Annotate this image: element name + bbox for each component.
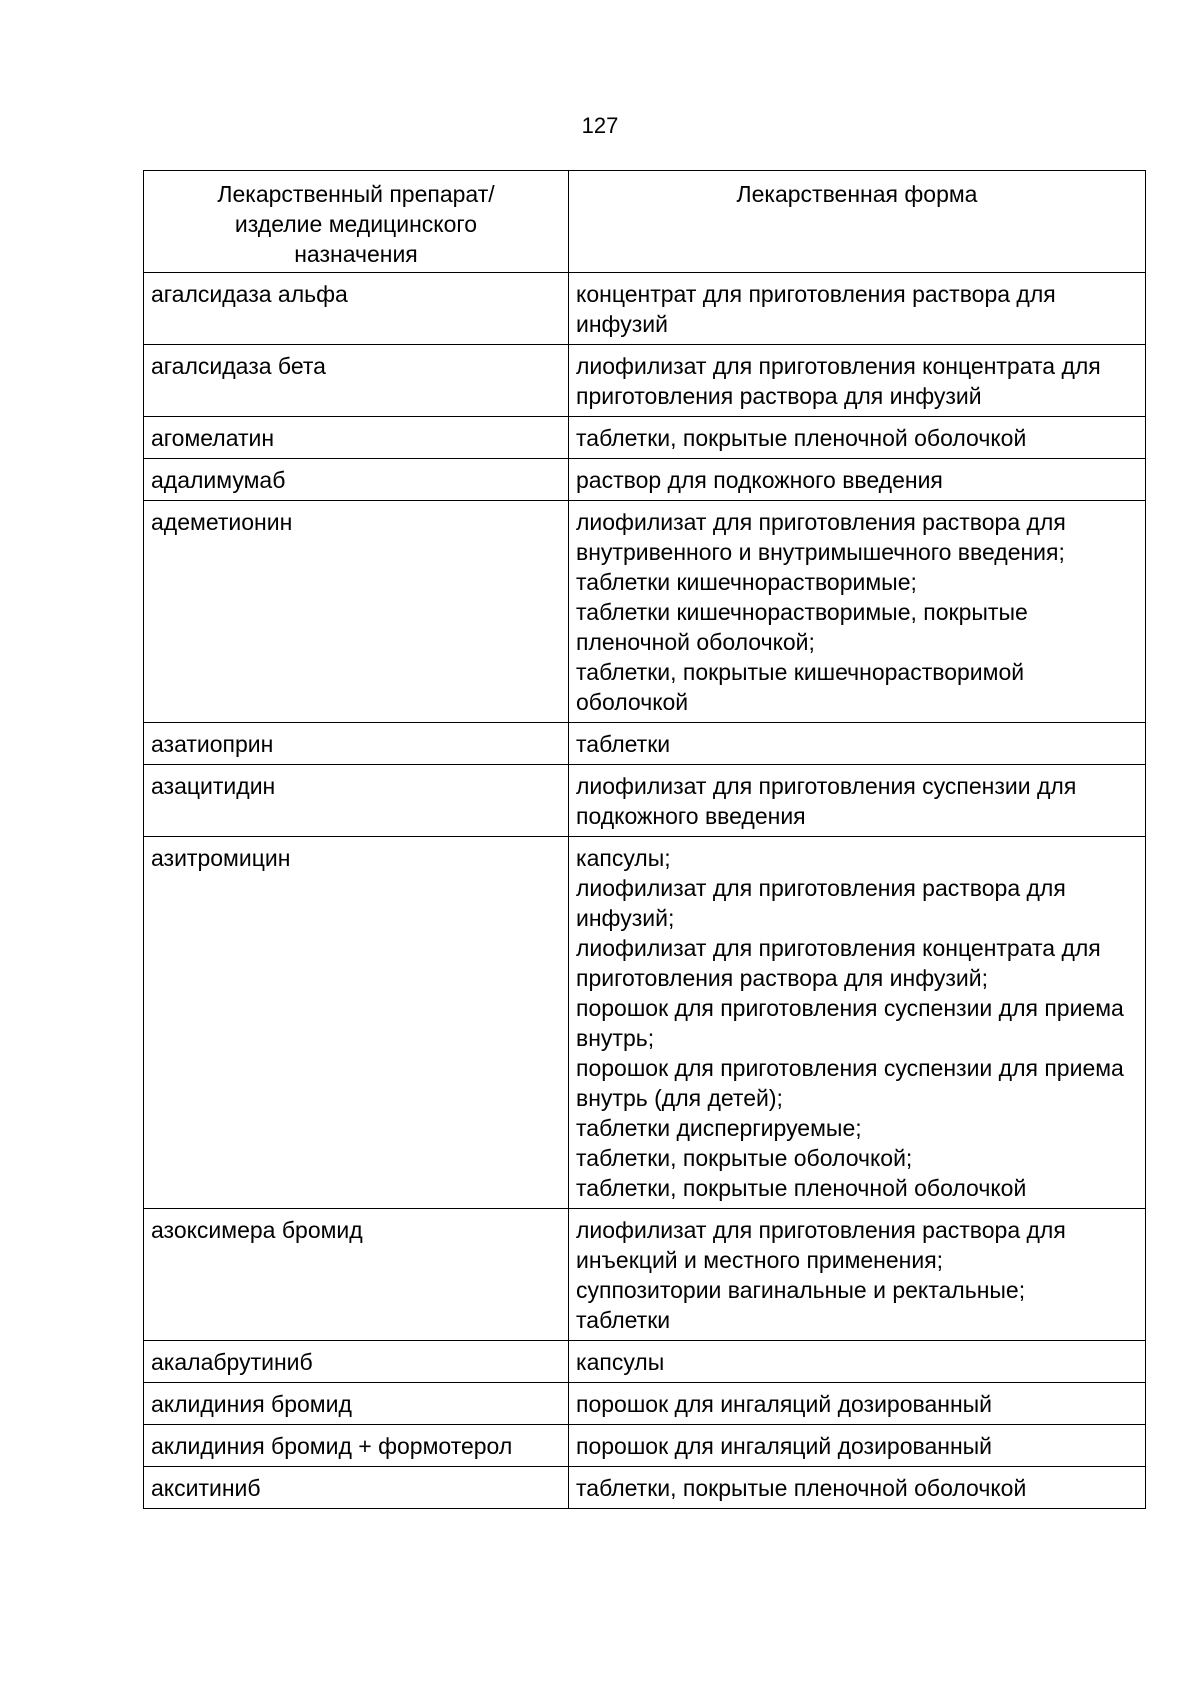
dosage-form-line: таблетки bbox=[576, 731, 671, 757]
dosage-form-line: порошок для ингаляций дозированный bbox=[576, 1391, 993, 1417]
header-drug-name-line: Лекарственный препарат/ bbox=[217, 181, 495, 207]
dosage-form-line: лиофилизат для приготовления раствора для инъекций и местного применения; bbox=[576, 1217, 1066, 1273]
dosage-form-line: таблетки, покрытые пленочной оболочкой bbox=[576, 425, 1027, 451]
drug-name-cell: адалимумаб bbox=[144, 459, 569, 501]
dosage-form-line: лиофилизат для приготовления раствора для внутривенного и внутримышечного введения; bbox=[576, 509, 1066, 565]
drug-name-cell: адеметионин bbox=[144, 501, 569, 723]
dosage-form-cell bbox=[569, 723, 1146, 765]
dosage-form-line: капсулы bbox=[576, 1349, 665, 1375]
table-row bbox=[144, 1383, 1146, 1425]
dosage-form-line: концентрат для приготовления раствора для инфузий bbox=[576, 281, 1056, 337]
table-row bbox=[144, 1209, 1146, 1341]
dosage-form-cell bbox=[569, 1209, 1146, 1341]
dosage-form-line: таблетки кишечнорастворимые, покрытые пленочной оболочкой; bbox=[576, 599, 1028, 655]
dosage-form-line: порошок для приготовления суспензии для приема внутрь (для детей); bbox=[576, 1055, 1124, 1111]
table-row bbox=[144, 837, 1146, 1209]
drug-forms-table bbox=[143, 170, 1146, 1509]
dosage-form-line: таблетки диспергируемые; bbox=[576, 1115, 862, 1141]
table-row bbox=[144, 417, 1146, 459]
drug-name-cell: агомелатин bbox=[144, 417, 569, 459]
table-row bbox=[144, 1341, 1146, 1383]
dosage-form-cell bbox=[569, 501, 1146, 723]
drug-name-cell: азоксимера бромид bbox=[144, 1209, 569, 1341]
drug-name-cell: акалабрутиниб bbox=[144, 1341, 569, 1383]
page-number: 127 bbox=[581, 113, 619, 138]
table-row bbox=[144, 765, 1146, 837]
drug-name-cell: агалсидаза альфа bbox=[144, 273, 569, 345]
table-row bbox=[144, 723, 1146, 765]
table-row bbox=[144, 1425, 1146, 1467]
dosage-form-cell bbox=[569, 1467, 1146, 1509]
dosage-form-cell bbox=[569, 765, 1146, 837]
dosage-form-line: порошок для ингаляций дозированный bbox=[576, 1433, 993, 1459]
table-row bbox=[144, 1467, 1146, 1509]
table-body bbox=[144, 273, 1146, 1509]
dosage-form-cell bbox=[569, 837, 1146, 1209]
dosage-form-line: таблетки, покрытые пленочной оболочкой bbox=[576, 1475, 1027, 1501]
drug-name-cell: аклидиния бромид + формотерол bbox=[144, 1425, 569, 1467]
dosage-form-cell bbox=[569, 1383, 1146, 1425]
dosage-form-line: суппозитории вагинальные и ректальные; bbox=[576, 1277, 1026, 1303]
table-row bbox=[144, 501, 1146, 723]
dosage-form-cell bbox=[569, 459, 1146, 501]
drug-name-cell: акситиниб bbox=[144, 1467, 569, 1509]
header-drug-name-line: назначения bbox=[294, 241, 418, 267]
dosage-form-line: порошок для приготовления суспензии для приема внутрь; bbox=[576, 995, 1124, 1051]
drug-name-cell: аклидиния бромид bbox=[144, 1383, 569, 1425]
table-row bbox=[144, 345, 1146, 417]
header-drug-name-line: изделие медицинского bbox=[234, 211, 478, 237]
dosage-form-line: раствор для подкожного введения bbox=[576, 467, 943, 493]
drug-name-cell: азацитидин bbox=[144, 765, 569, 837]
dosage-form-line: таблетки, покрытые пленочной оболочкой bbox=[576, 1175, 1027, 1201]
dosage-form-cell bbox=[569, 417, 1146, 459]
dosage-form-line: лиофилизат для приготовления раствора для инфузий; bbox=[576, 875, 1066, 931]
dosage-form-line: лиофилизат для приготовления концентрата для приготовления раствора для инфузий; bbox=[576, 935, 1101, 991]
dosage-form-line: лиофилизат для приготовления суспензии для подкожного введения bbox=[576, 773, 1077, 829]
dosage-form-cell bbox=[569, 345, 1146, 417]
header-dosage-form: Лекарственная форма bbox=[569, 171, 1146, 273]
dosage-form-line: таблетки кишечнорастворимые; bbox=[576, 569, 917, 595]
dosage-form-line: лиофилизат для приготовления концентрата для приготовления раствора для инфузий bbox=[576, 353, 1101, 409]
table-row bbox=[144, 273, 1146, 345]
dosage-form-line: таблетки bbox=[576, 1307, 671, 1333]
dosage-form-line: капсулы; bbox=[576, 845, 671, 871]
drug-name-cell: азитромицин bbox=[144, 837, 569, 1209]
dosage-form-cell bbox=[569, 273, 1146, 345]
dosage-form-cell bbox=[569, 1341, 1146, 1383]
header-drug-name bbox=[144, 171, 569, 273]
drug-name-cell: агалсидаза бета bbox=[144, 345, 569, 417]
dosage-form-line: таблетки, покрытые кишечнорастворимой оболочкой bbox=[576, 659, 1025, 715]
dosage-form-cell bbox=[569, 1425, 1146, 1467]
drug-name-cell: азатиоприн bbox=[144, 723, 569, 765]
dosage-form-line: таблетки, покрытые оболочкой; bbox=[576, 1145, 913, 1171]
table-row bbox=[144, 459, 1146, 501]
table-header-row bbox=[144, 171, 1146, 273]
